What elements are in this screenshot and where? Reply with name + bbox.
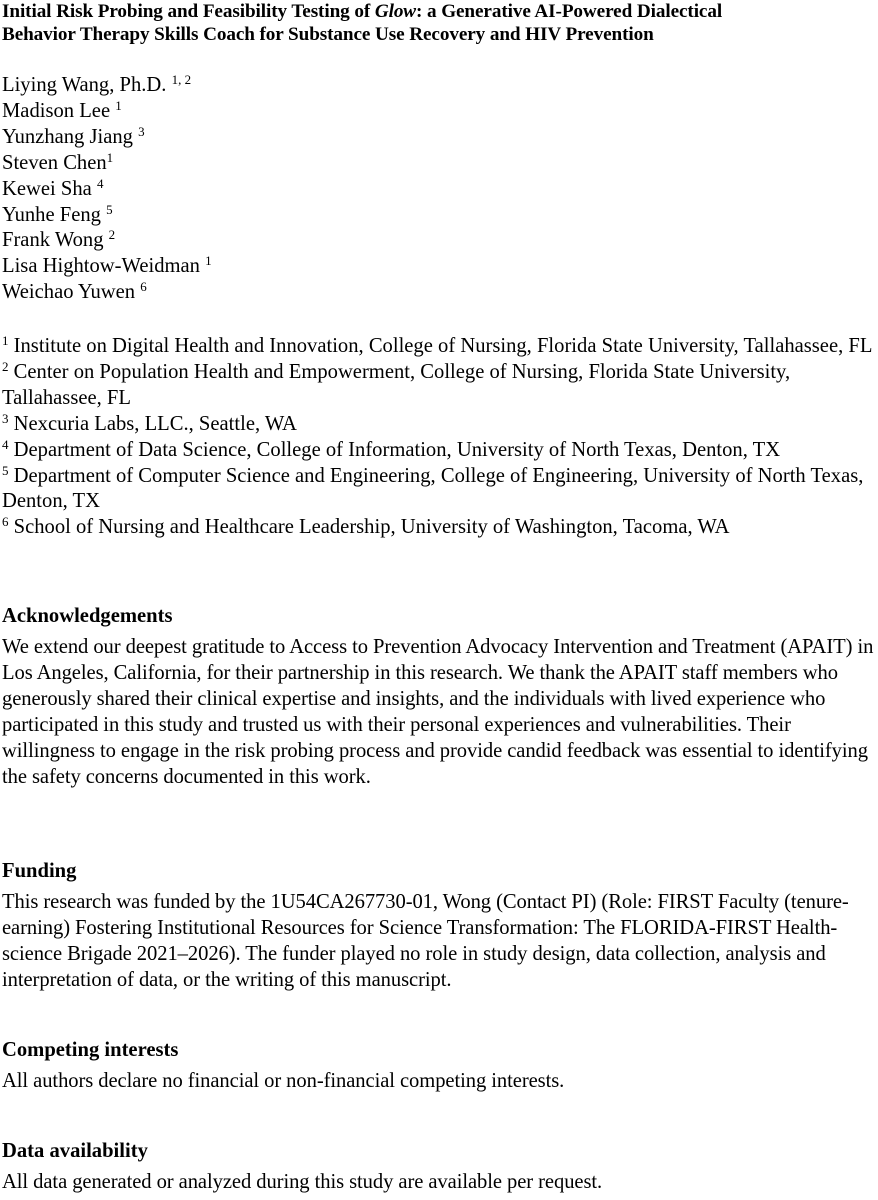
acknowledgements-section bbox=[2, 603, 874, 790]
acknowledgements-body: We extend our deepest gratitude to Access to Prevention Advocacy Intervention and Treatment (APAIT) in Los Angeles, California, for their partnership in this research. We thank the APAIT staff members who generously shared their clinical expertise and insights, and the individuals with lived experience who participated in this study and trusted us with their personal experiences and vulnerabilities. Their willingness to engage in the risk probing process and provide candid feedback was essential to identifying the safety concerns documented in this work. bbox=[2, 636, 874, 788]
data-availability-heading: Data availability bbox=[2, 1140, 148, 1162]
competing-interests-heading: Competing interests bbox=[2, 1039, 179, 1061]
affiliation-list bbox=[2, 334, 874, 541]
affiliation-item: $^3$ Nexcuria Labs, LLC., Seattle, WA bbox=[2, 410, 297, 435]
author-item: Madison Lee $^1$ bbox=[2, 97, 122, 122]
competing-interests-section bbox=[2, 1037, 874, 1095]
affiliation-item: $^1$ Institute on Digital Health and Innovation, College of Nursing, Florida State University, Tallahassee, FL bbox=[2, 332, 873, 357]
title-line-2: Behavior Therapy Skills Coach for Substance Use Recovery and HIV Prevention bbox=[2, 24, 654, 45]
affiliation-item: $^4$ Department of Data Science, College of Information, University of North Texas, Denton, TX bbox=[2, 436, 781, 461]
funding-heading: Funding bbox=[2, 860, 77, 882]
title-line-1 bbox=[2, 0, 878, 23]
affiliation-item: $^5$ Department of Computer Science and Engineering, College of Engineering, University of North Texas, Denton, TX bbox=[2, 462, 864, 513]
title-prefix: Initial Risk Probing and Feasibility Testing of bbox=[2, 1, 375, 22]
author-item: Lisa Hightow-Weidman $^1$ bbox=[2, 253, 212, 278]
funding-section bbox=[2, 858, 874, 994]
author-item: Liying Wang, Ph.D. $^{1, 2}$ bbox=[2, 71, 192, 96]
funding-body: This research was funded by the 1U54CA267730-01, Wong (Contact PI) (Role: FIRST Faculty (tenure-earning) Fostering Institutional Resources for Science Transformation: The FLORIDA-FIRST Health-science Brigade 2021–2026). The funder played no role in study design, data collection, analysis and interpretation of data, or the writing of this manuscript. bbox=[2, 891, 849, 991]
title-app-name: Glow bbox=[374, 1, 417, 22]
author-item: Steven Chen$^1$ bbox=[2, 149, 114, 174]
author-item: Yunzhang Jiang $^3$ bbox=[2, 123, 145, 148]
author-list bbox=[2, 73, 212, 306]
paper-title bbox=[2, 0, 878, 46]
acknowledgements-heading: Acknowledgements bbox=[2, 605, 173, 627]
data-availability-section bbox=[2, 1138, 874, 1196]
author-item: Frank Wong $^2$ bbox=[2, 227, 116, 252]
data-availability-body: All data generated or analyzed during this study are available per request. bbox=[2, 1171, 603, 1193]
title-suffix: : a Generative AI-Powered Dialectical bbox=[416, 1, 723, 22]
author-item: Yunhe Feng $^5$ bbox=[2, 201, 113, 226]
author-item: Kewei Sha $^4$ bbox=[2, 175, 104, 200]
competing-interests-body: All authors declare no financial or non-financial competing interests. bbox=[2, 1070, 565, 1092]
author-item: Weichao Yuwen $^6$ bbox=[2, 279, 147, 304]
affiliation-item: $^6$ School of Nursing and Healthcare Leadership, University of Washington, Tacoma, WA bbox=[2, 514, 730, 539]
affiliation-item: $^2$ Center on Population Health and Empowerment, College of Nursing, Florida State University, Tallahassee, FL bbox=[2, 358, 791, 409]
